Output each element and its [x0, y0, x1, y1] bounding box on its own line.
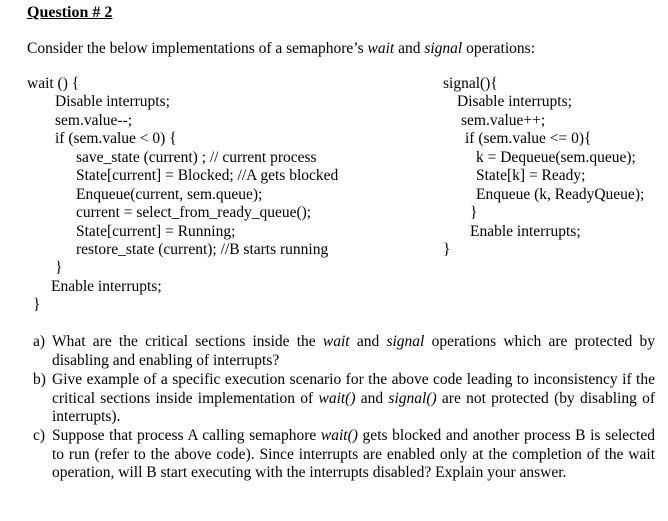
intro-text — [27, 40, 535, 58]
signal-code-line: signal(){ — [443, 75, 498, 92]
wait-code-line: sem.value--; — [55, 112, 133, 129]
wait-code-line: Enable interrupts; — [51, 278, 162, 295]
wait-code-line: if (sem.value < 0) { — [55, 130, 177, 147]
wait-code-line: State[current] = Running; — [76, 223, 236, 240]
signal-code-line: State[k] = Ready; — [476, 167, 586, 184]
wait-code-line: Enqueue(current, sem.queue); — [76, 186, 263, 203]
question-a-label: a) — [33, 333, 46, 350]
signal-code-line: } — [470, 204, 478, 221]
intro-post: operations: — [462, 40, 535, 57]
wait-code-line: current = select_from_ready_queue(); — [76, 204, 312, 221]
signal-code-line: sem.value++; — [461, 112, 546, 129]
question-b-text: Give example of a specific execution scenario for the above code leading to inconsistency if the critical sections inside implementation of wait() and signal() are not protected (by disabling of interrupts). — [52, 371, 655, 425]
question-a — [33, 333, 655, 370]
question-title: Question # 2 — [27, 4, 113, 21]
question-a-text: What are the critical sections inside the wait and signal operations which are protected by disabling and enabling of interrupts? — [52, 333, 655, 369]
wait-code-line: save_state (current) ; // current process — [76, 149, 317, 166]
intro-mid: and — [394, 40, 425, 57]
signal-code-line: } — [443, 241, 451, 258]
question-c-text: Suppose that process A calling semaphore wait() gets blocked and another process B is selected to run (refer to the above code). Since interrupts are enabled only at the completion of the wait operation, will B start executing with the interrupts disabled? Explain your answer. — [52, 427, 655, 481]
signal-code-line: Enqueue (k, ReadyQueue); — [476, 186, 645, 203]
wait-code-line: State[current] = Blocked; //A gets blocked — [76, 167, 339, 184]
question-c — [33, 427, 655, 483]
wait-code-line: } — [33, 296, 41, 313]
intro-signal-term: signal — [424, 40, 463, 57]
intro-pre: Consider the below implementations of a semaphore’s — [27, 40, 368, 57]
wait-code-line: wait () { — [27, 75, 80, 92]
question-c-label: c) — [33, 427, 46, 444]
signal-code-line: Disable interrupts; — [457, 93, 572, 110]
question-b — [33, 371, 655, 427]
signal-code-line: if (sem.value <= 0){ — [465, 130, 592, 147]
wait-code-line: Disable interrupts; — [55, 93, 170, 110]
wait-code-line: } — [55, 259, 63, 276]
question-b-label: b) — [33, 371, 46, 388]
signal-code-line: k = Dequeue(sem.queue); — [476, 149, 636, 166]
wait-code-line: restore_state (current); //B starts running — [76, 241, 329, 258]
intro-wait-term: wait — [367, 40, 395, 57]
signal-code-line: Enable interrupts; — [470, 223, 581, 240]
